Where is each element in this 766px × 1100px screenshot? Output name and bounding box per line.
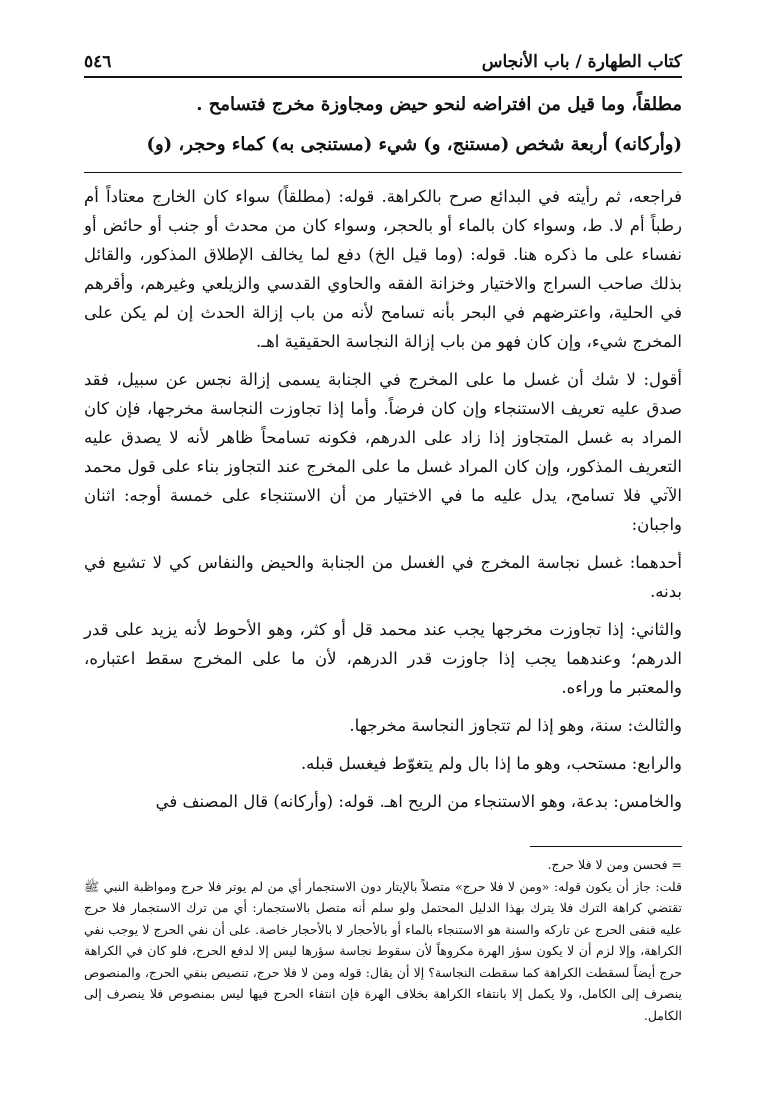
commentary-paragraph: أقول: لا شك أن غسل ما على المخرج في الجنابة يسمى إزالة نجس عن سبيل، فقد صدق عليه تعريف الاستنجاء وإن كان فرضاً. وأما إذا تجاوزت النجاسة مخرجها، فإن كان المراد به غسل المتجاوز إذا زاد على الدرهم، فكونه تسامحاً ظاهر لأنه لا يصدق عليه التعريف المذكور، وإن كان المراد غسل ما على المخرج عند التجاوز بناء على قول محمد الآتي فلا تسامح، يدل عليه ما في الاختيار من أن الاستنجاء على خمسة أوجه: اثنان واجبان: — [84, 370, 682, 534]
section-divider — [84, 172, 682, 173]
commentary-paragraph: فراجعه، ثم رأيته في البدائع صرح بالكراهة. قوله: (مطلقاً) سواء كان الخارج معتاداً أم رطباً أم لا. ط، وسواء كان بالماء أو بالحجر، وسواء كان من محدث أو جنب أو حائض أو نفساء على ما ذكره هنا. قوله: (وما قيل الخ) دفع لما يخالف الإطلاق المذكور، والقائل بذلك صاحب السراج والاختيار وخزانة الفقه والحاوي القدسي والزيلعي وغيرهم، وأقرهم في الحلية، واعترضهم في البحر بأنه تسامح لأنه من باب إزالة الحدث إن لم يكن على المخرج شيء، وإن كان فهو من باب إزالة النجاسة الحقيقية اهـ. — [84, 187, 682, 351]
commentary-paragraph: والثاني: إذا تجاوزت مخرجها يجب عند محمد قل أو كثر، وهو الأحوط لأنه يزيد على قدر الدرهم؛ وعندهما يجب إذا جاوزت قدر الدرهم، لأن ما على المخرج سقط اعتباره، والمعتبر ما وراءه. — [84, 620, 682, 697]
main-text-line: (وأركانه) أربعة شخص (مستنج، و) شيء (مستنجى به) كماء وحجر، (و) — [146, 134, 682, 155]
commentary-paragraph: والرابع: مستحب، وهو ما إذا بال ولم يتغوّط فيغسل قبله. — [300, 754, 682, 773]
header-divider — [84, 76, 682, 78]
footnote-continuation: = فحسن ومن لا فلا حرج. — [547, 857, 682, 872]
page-number: ٥٤٦ — [84, 52, 112, 72]
page-header — [84, 46, 682, 72]
running-title: كتاب الطهارة / باب الأنجاس — [481, 52, 682, 72]
main-text-block — [84, 86, 682, 164]
commentary-paragraph: والثالث: سنة، وهو إذا لم تتجاوز النجاسة مخرجها. — [349, 716, 682, 735]
commentary-block — [84, 182, 682, 825]
footnote-divider — [530, 846, 682, 847]
commentary-paragraph: أحدهما: غسل نجاسة المخرج في الغسل من الجنابة والحيض والنفاس كي لا تشيع في بدنه. — [84, 553, 682, 601]
footnotes-block — [84, 854, 682, 1026]
main-text-line: مطلقاً، وما قيل من افتراضه لنحو حيض ومجاوزة مخرج فتسامح . — [196, 94, 682, 115]
commentary-paragraph: والخامس: بدعة، وهو الاستنجاء من الريح اهـ. قوله: (وأركانه) قال المصنف في — [155, 792, 682, 811]
footnote-paragraph: قلت: جاز أن يكون قوله: «ومن لا فلا حرج» متصلاً بالإيتار دون الاستجمار أي من لم يوتر فلا حرج ومواظبة النبي ﷺ تقتضي كراهة الترك فلا يترك بهذا الدليل المحتمل ولو سلم أنه متصل بالاستجمار: أي من ترك الاستجمار فلا حرج عليه فنفى الحرج عن تاركه والسنة هو الاستنجاء بالماء أو بالأحجار لا بالأحجار خاصة. على أن نفي الحرج لا يوجب نفي الكراهة، وإلا لزم أن لا يكون سؤر الهرة مكروهاً لأن سقوط نجاسة سؤرها ليس إلا لدفع الحرج، فلو كان في الكراهة حرج أيضاً لسقطت الكراهة كما سقطت النجاسة؟ إلا أن يقال: قوله ومن لا فلا حرج، تنصيص بنفي الحرج، والمنصوص ينصرف إلى الكامل، ولا يكمل إلا بانتفاء الكراهة بخلاف الهرة فإن انتفاء الحرج فيها ليس بمنصوص فلا ينصرف إلى الكامل. — [84, 878, 682, 1023]
